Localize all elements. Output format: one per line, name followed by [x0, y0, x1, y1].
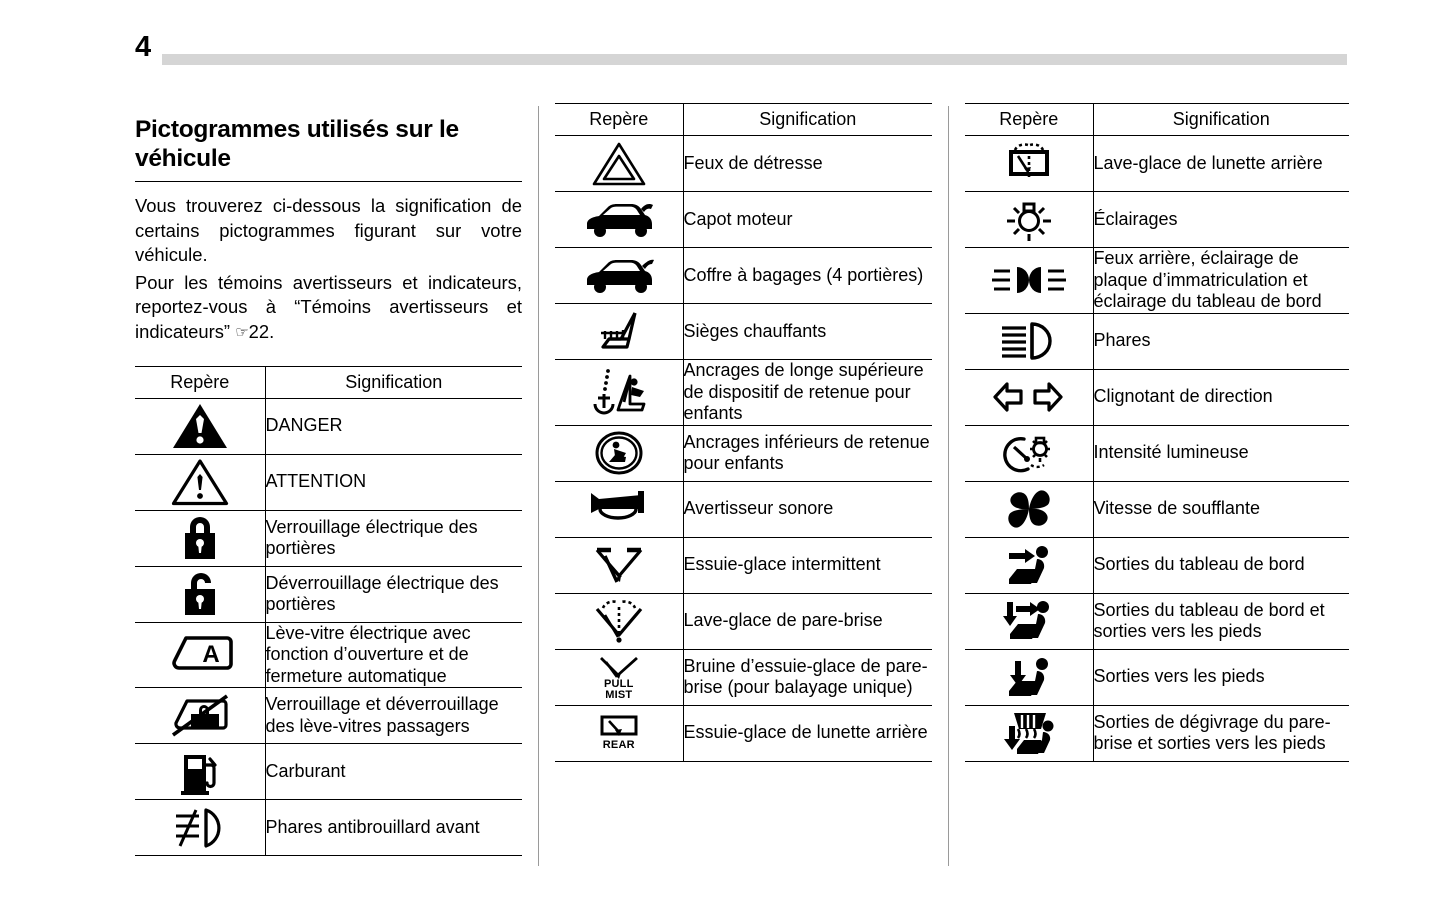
intermittent-wiper-icon [555, 538, 683, 593]
table-row [555, 304, 932, 360]
warning-triangle-filled-icon [135, 399, 265, 454]
header-rule [162, 54, 1347, 65]
symbol-cell [965, 481, 1093, 537]
symbol-cell [135, 510, 265, 566]
meaning-cell: Déverrouillage électrique des portières [265, 566, 522, 622]
table-row [135, 454, 522, 510]
table-row [965, 192, 1349, 248]
table-row [555, 360, 932, 426]
intro-paragraph-1: Vous trouverez ci-dessous la signification de certains pictogrammes figurant sur votre véhicule. [135, 195, 522, 266]
meaning-cell: DANGER [265, 398, 522, 454]
window-lock-icon [135, 688, 265, 743]
meaning-cell: Capot moteur [683, 192, 932, 248]
rear-washer-icon [965, 136, 1093, 191]
table-row [965, 248, 1349, 314]
engine-hood-icon [555, 192, 683, 247]
table-row [965, 593, 1349, 649]
meaning-cell: Intensité lumineuse [1093, 425, 1349, 481]
meaning-cell: Sorties de dégivrage du pare-brise et sorties vers les pieds [1093, 705, 1349, 761]
column-header-meaning: Signification [1093, 104, 1349, 136]
symbol-cell [555, 136, 683, 192]
table-header-row [555, 104, 932, 136]
meaning-cell: Sièges chauffants [683, 304, 932, 360]
blower-fan-icon [965, 482, 1093, 537]
table-row [555, 593, 932, 649]
symbol-cell [135, 622, 265, 688]
rear-wiper-icon-label: REAR [602, 739, 635, 752]
column-header-symbol: Repère [135, 366, 265, 398]
table-row [135, 566, 522, 622]
symbol-cell [135, 800, 265, 856]
table-row [965, 425, 1349, 481]
intro-text [135, 194, 522, 346]
meaning-cell: Ancrages de longe supérieure de dispositif de retenue pour enfants [683, 360, 932, 426]
table-row [965, 705, 1349, 761]
symbol-cell [555, 192, 683, 248]
right-column [965, 103, 1349, 762]
symbol-cell [135, 744, 265, 800]
face-vent-icon [965, 538, 1093, 593]
symbol-cell [555, 425, 683, 481]
meaning-cell: Sorties vers les pieds [1093, 649, 1349, 705]
symbol-cell [555, 649, 683, 705]
symbol-cell [135, 454, 265, 510]
turn-signal-icon [965, 370, 1093, 425]
column-header-meaning: Signification [683, 104, 932, 136]
table-row [135, 744, 522, 800]
table-row [965, 649, 1349, 705]
heated-seat-icon [555, 304, 683, 359]
meaning-cell: Verrouillage et déverrouillage des lève-vitres passagers [265, 688, 522, 744]
table-row [555, 248, 932, 304]
table-row [135, 688, 522, 744]
page-title: Pictogrammes utilisés sur le véhicule [135, 115, 522, 182]
symbol-cell [555, 304, 683, 360]
meaning-cell: Lave-glace de pare-brise [683, 593, 932, 649]
wiper-mist-icon-label: PULL MIST [603, 677, 634, 701]
meaning-cell: Verrouillage électrique des portières [265, 510, 522, 566]
rear-wiper-icon [555, 706, 683, 761]
illumination-icon [965, 192, 1093, 247]
left-column [135, 103, 522, 856]
symbol-cell [965, 425, 1093, 481]
defrost-floor-vent-icon [965, 706, 1093, 761]
table-header-row [965, 104, 1349, 136]
symbol-cell [965, 593, 1093, 649]
table-row [555, 481, 932, 537]
dimmer-brightness-icon [965, 426, 1093, 481]
table-row [135, 622, 522, 688]
meaning-cell: Sorties du tableau de bord et sorties vers les pieds [1093, 593, 1349, 649]
meaning-cell: Sorties du tableau de bord [1093, 537, 1349, 593]
symbol-cell [965, 369, 1093, 425]
meaning-cell: Feux de détresse [683, 136, 932, 192]
symbol-cell [555, 248, 683, 304]
table-row [555, 649, 932, 705]
symbol-cell [555, 705, 683, 761]
column-divider-1 [538, 106, 539, 866]
table-row [555, 537, 932, 593]
bilevel-vent-icon [965, 594, 1093, 649]
intro-paragraph-2 [135, 271, 522, 346]
lower-anchor-icon [555, 426, 683, 481]
meaning-cell: Lève-vitre électrique avec fonction d’ouverture et de fermeture automatique [265, 622, 522, 688]
meaning-cell: ATTENTION [265, 454, 522, 510]
column-header-symbol: Repère [555, 104, 683, 136]
meaning-cell: Ancrages inférieurs de retenue pour enfants [683, 425, 932, 481]
power-window-auto-icon [135, 627, 265, 682]
door-lock-icon [135, 511, 265, 566]
fuel-pump-icon [135, 744, 265, 799]
tail-lamps-icon [965, 253, 1093, 308]
hazard-lights-icon [555, 136, 683, 191]
pointing-hand-icon: ☞ [235, 323, 249, 341]
symbol-cell [135, 566, 265, 622]
symbol-cell [965, 136, 1093, 192]
symbol-cell [555, 481, 683, 537]
table-row [555, 192, 932, 248]
svg-text:A: A [202, 640, 220, 668]
table-row [965, 369, 1349, 425]
pictogram-table-left [135, 366, 522, 857]
meaning-cell: Phares [1093, 313, 1349, 369]
meaning-cell: Feux arrière, éclairage de plaque d’immatriculation et éclairage du tableau de bord [1093, 248, 1349, 314]
floor-vent-icon [965, 650, 1093, 705]
table-row [135, 510, 522, 566]
table-row [135, 398, 522, 454]
symbol-cell [555, 360, 683, 426]
trunk-icon [555, 248, 683, 303]
headlights-icon [965, 314, 1093, 369]
content-columns [0, 103, 1445, 883]
symbol-cell [965, 705, 1093, 761]
pictogram-table-middle [555, 103, 932, 762]
table-row [965, 481, 1349, 537]
table-header-row [135, 366, 522, 398]
meaning-cell: Coffre à bagages (4 portières) [683, 248, 932, 304]
intro-page-reference: 22. [248, 320, 275, 342]
column-divider-2 [948, 106, 949, 866]
table-row [965, 136, 1349, 192]
wiper-mist-icon [555, 650, 683, 705]
symbol-cell [965, 313, 1093, 369]
meaning-cell: Vitesse de soufflante [1093, 481, 1349, 537]
table-row [555, 705, 932, 761]
symbol-cell [965, 649, 1093, 705]
table-row [965, 537, 1349, 593]
table-row [555, 136, 932, 192]
symbol-cell [135, 688, 265, 744]
column-header-symbol: Repère [965, 104, 1093, 136]
middle-column [555, 103, 932, 762]
meaning-cell: Avertisseur sonore [683, 481, 932, 537]
symbol-cell [965, 192, 1093, 248]
pictogram-table-right [965, 103, 1349, 762]
table-row [965, 313, 1349, 369]
meaning-cell: Éclairages [1093, 192, 1349, 248]
page-header [135, 30, 1347, 72]
meaning-cell: Clignotant de direction [1093, 369, 1349, 425]
meaning-cell: Lave-glace de lunette arrière [1093, 136, 1349, 192]
symbol-cell [555, 537, 683, 593]
symbol-cell [135, 398, 265, 454]
front-fog-lamp-icon [135, 800, 265, 855]
horn-icon [555, 482, 683, 537]
meaning-cell: Essuie-glace intermittent [683, 537, 932, 593]
meaning-cell: Bruine d’essuie-glace de pare-brise (pour balayage unique) [683, 649, 932, 705]
windshield-washer-icon [555, 594, 683, 649]
meaning-cell: Essuie-glace de lunette arrière [683, 705, 932, 761]
intro-paragraph-2-text: Pour les témoins avertisseurs et indicateurs, reportez-vous à “Témoins avertisseurs et indicateurs” [135, 271, 522, 342]
page-number: 4 [135, 31, 151, 63]
symbol-cell [965, 537, 1093, 593]
table-row [555, 425, 932, 481]
symbol-cell [555, 593, 683, 649]
door-unlock-icon [135, 567, 265, 622]
top-tether-anchor-icon [555, 365, 683, 420]
symbol-cell [965, 248, 1093, 314]
column-header-meaning: Signification [265, 366, 522, 398]
meaning-cell: Phares antibrouillard avant [265, 800, 522, 856]
table-row [135, 800, 522, 856]
meaning-cell: Carburant [265, 744, 522, 800]
warning-triangle-outline-icon [135, 455, 265, 510]
